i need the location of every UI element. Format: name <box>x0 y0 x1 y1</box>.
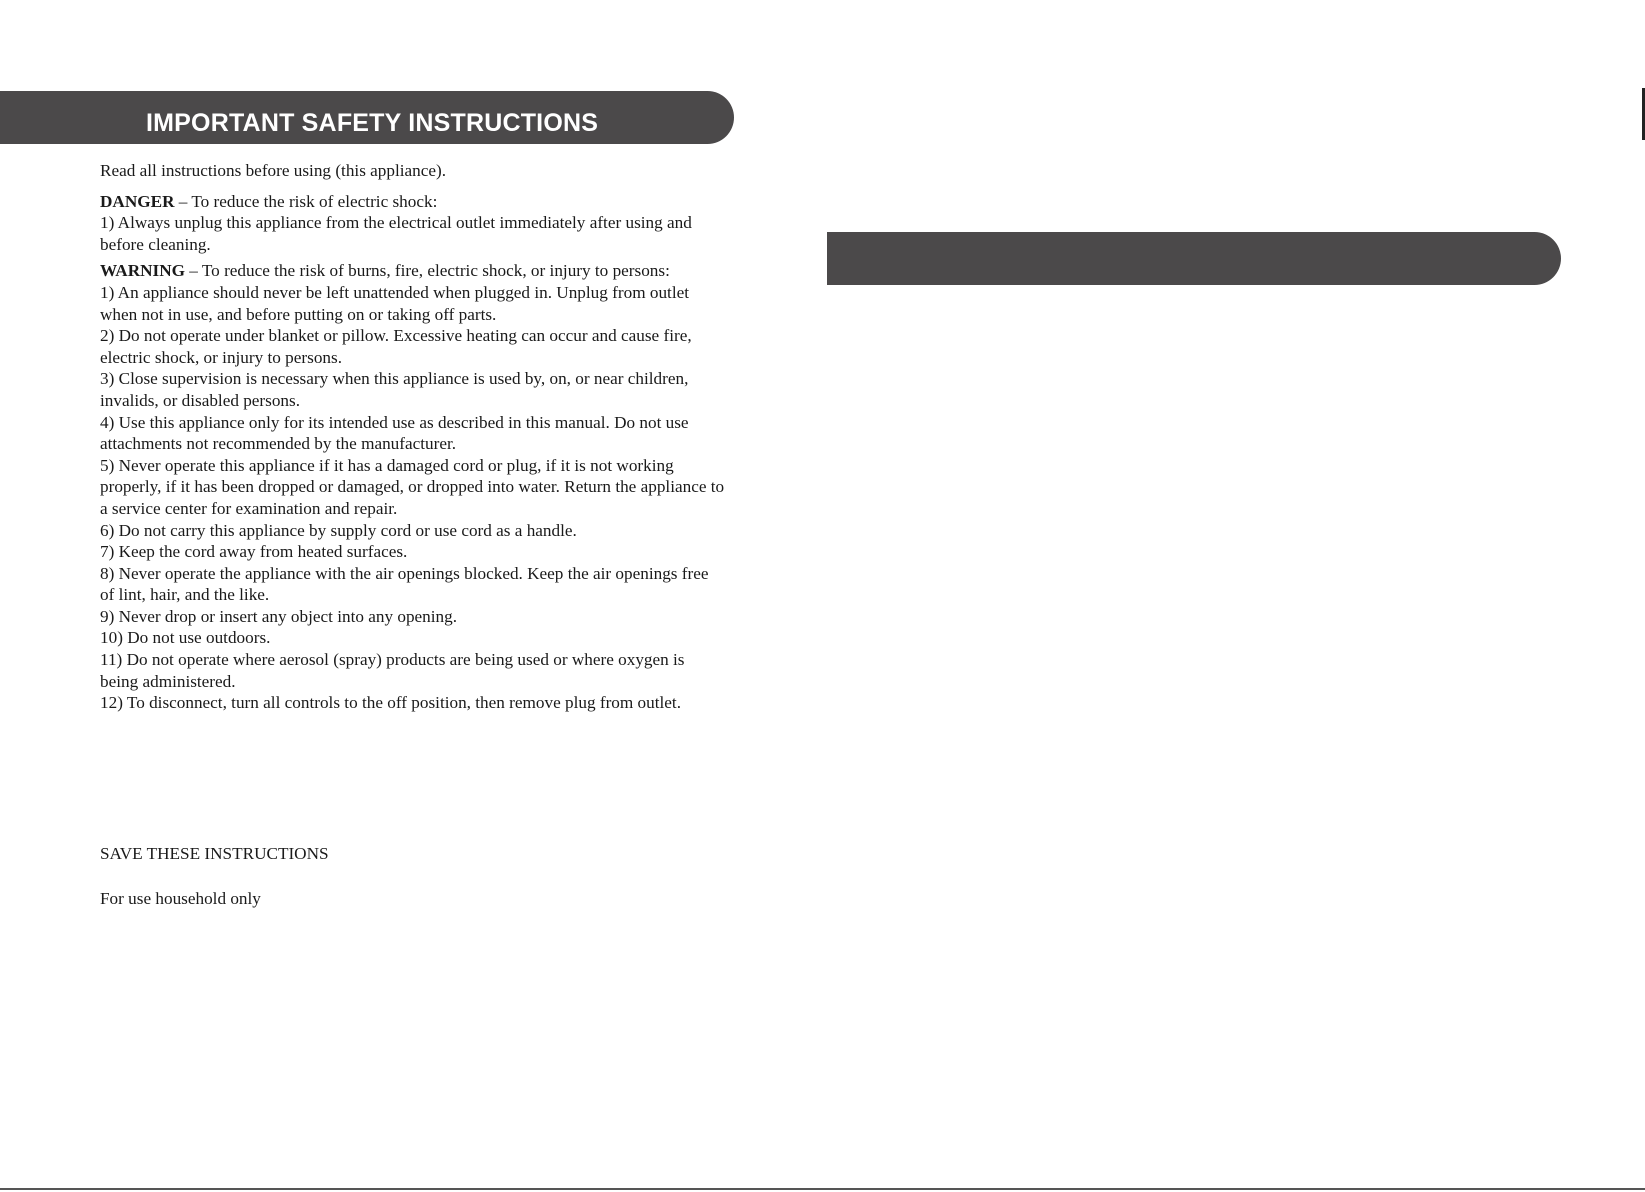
warning-item: 2) Do not operate under blanket or pillow. Excessive heating can occur and cause fire, electric shock, or injury to persons. <box>100 326 692 367</box>
bottom-rule <box>0 1188 1645 1190</box>
intro-text: Read all instructions before using (this appliance). <box>100 161 447 180</box>
warning-label: WARNING <box>100 261 185 281</box>
warning-item: 1) An appliance should never be left unattended when plugged in. Unplug from outlet when not in use, and before putting on or taking off parts. <box>100 282 689 324</box>
danger-text: – To reduce the risk of electric shock: <box>174 191 438 211</box>
save-instructions-text: SAVE THESE INSTRUCTIONS <box>100 844 329 863</box>
warning-text: – To reduce the risk of burns, fire, electric shock, or injury to persons: <box>185 261 670 281</box>
warning-item: 6) Do not carry this appliance by supply cord or use cord as a handle. <box>100 520 577 540</box>
household-use-text: For use household only <box>100 889 261 908</box>
warning-item: 5) Never operate this appliance if it has a damaged cord or plug, if it is not working properly, if it has been dropped or damaged, or dropped into water. Return the appliance to a service center for examination and repair. <box>100 455 725 518</box>
warning-item: 7) Keep the cord away from heated surfaces. <box>100 542 408 562</box>
right-page-banner <box>827 232 1561 285</box>
page-title: IMPORTANT SAFETY INSTRUCTIONS <box>146 109 599 137</box>
warning-item: 12) To disconnect, turn all controls to the off position, then remove plug from outlet. <box>100 693 681 713</box>
warning-item: 9) Never drop or insert any object into any opening. <box>100 606 458 626</box>
warning-heading <box>100 260 725 282</box>
warning-item: 8) Never operate the appliance with the air openings blocked. Keep the air openings free of lint, hair, and the like. <box>100 563 709 605</box>
warning-item: 10) Do not use outdoors. <box>100 628 271 648</box>
safety-content <box>100 160 725 714</box>
warning-item: 11) Do not operate where aerosol (spray) products are being used or where oxygen is being administered. <box>100 650 685 691</box>
danger-item: 1) Always unplug this appliance from the electrical outlet immediately after using and before cleaning. <box>100 213 692 254</box>
warning-item: 3) Close supervision is necessary when this appliance is used by, on, or near children, invalids, or disabled persons. <box>100 369 689 410</box>
warning-item: 4) Use this appliance only for its intended use as described in this manual. Do not use attachments not recommended by the manufacturer. <box>100 412 689 454</box>
danger-label: DANGER <box>100 191 175 211</box>
danger-heading <box>100 191 725 213</box>
